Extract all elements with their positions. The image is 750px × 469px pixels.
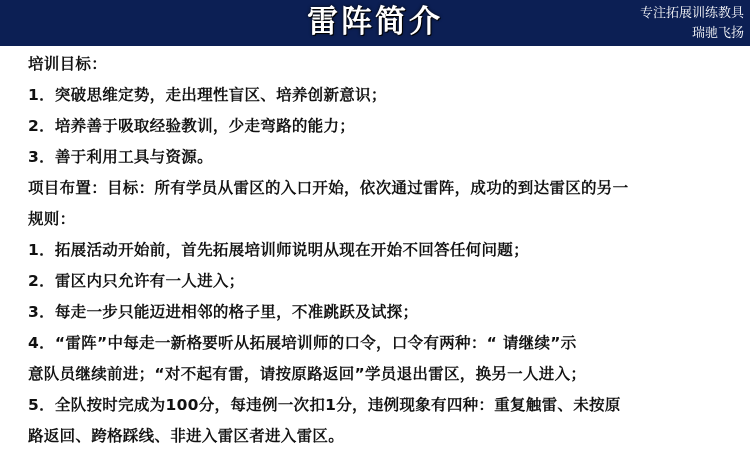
rule-item-4-line-1: 4．“雷阵”中每走一新格要听从拓展培训师的口令，口令有两种：“ 请继续”示 xyxy=(28,334,577,352)
brand-tagline: 专注拓展训练教具 xyxy=(639,6,744,21)
brand-name: 瑞驰飞扬 xyxy=(691,26,744,41)
rule-item-4-line-2: 意队员继续前进；“对不起有雷，请按原路返回”学员退出雷区，换另一人进入； xyxy=(28,365,587,383)
header-banner xyxy=(0,0,750,46)
rule-item-1: 1．拓展活动开始前，首先拓展培训师说明从现在开始不回答任何问题； xyxy=(28,241,529,259)
content-body xyxy=(0,46,750,469)
goal-item-1: 1．突破思维定势，走出理性盲区、培养创新意识； xyxy=(28,86,387,104)
goal-item-3: 3．善于利用工具与资源。 xyxy=(28,148,213,166)
rule-item-5-line-1: 5．全队按时完成为100分，每违例一次扣1分，违例现象有四种：重复触雷、未按原 xyxy=(28,396,621,414)
rule-item-5-line-2: 路返回、跨格踩线、非进入雷区者进入雷区。 xyxy=(28,427,345,445)
rules-heading: 规则： xyxy=(28,210,76,228)
rule-item-3: 3．每走一步只能迈进相邻的格子里，不准跳跃及试探； xyxy=(28,303,419,321)
project-setup-text: 项目布置：目标：所有学员从雷区的入口开始，依次通过雷阵，成功的到达雷区的另一 xyxy=(28,179,629,197)
goal-item-2: 2．培养善于吸取经验教训，少走弯路的能力； xyxy=(28,117,356,135)
training-goals-heading: 培训目标： xyxy=(28,55,108,73)
page-title: 雷阵简介 xyxy=(307,4,443,40)
rule-item-2: 2．雷区内只允许有一人进入； xyxy=(28,272,245,290)
